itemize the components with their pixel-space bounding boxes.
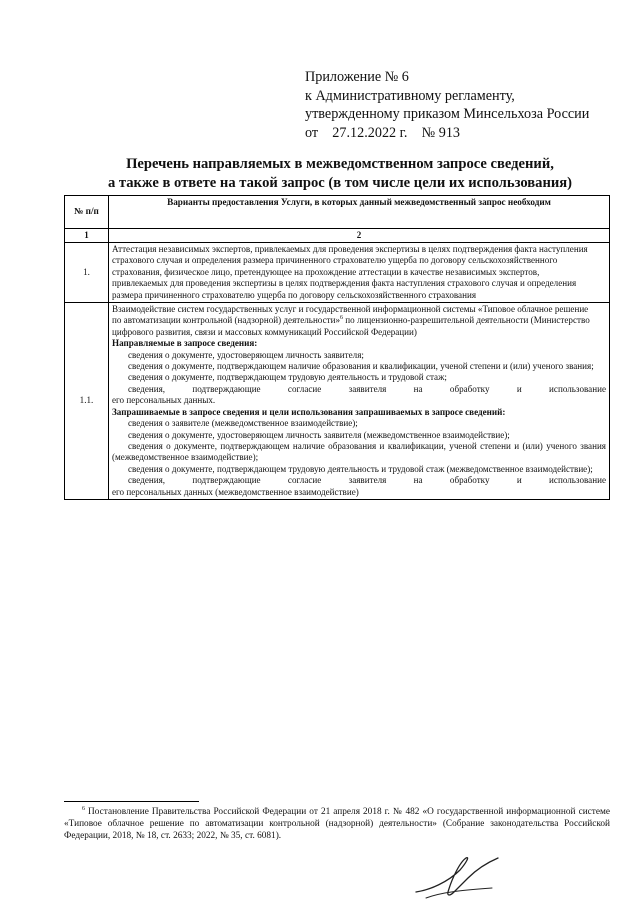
header-number: № п/п <box>65 196 109 229</box>
list-item: сведения о документе, удостоверяющем личность заявителя (межведомственное взаимодействие); <box>128 429 510 440</box>
footnote-mark: 6 <box>82 805 85 812</box>
list-item: сведения о документе, подтверждающем наличие образования и квалификации, ученой степени и (или) ученого звания (межведомственное взаимодействие); <box>112 440 606 463</box>
requests-table <box>64 195 610 500</box>
list-item: сведения о документе, подтверждающем трудовую деятельность и трудовой стаж (межведомственное взаимодействие); <box>128 463 593 474</box>
table-header-row <box>65 196 610 229</box>
signature-mark <box>408 852 504 902</box>
appendix-line-4: от 27.12.2022 г. № 913 <box>305 124 461 141</box>
document-title <box>60 155 620 192</box>
list-item: сведения, подтверждающие согласие заявителя на обработку и использование <box>128 383 606 394</box>
row-text <box>109 243 610 303</box>
table-row <box>65 243 610 303</box>
header-variants: Варианты предоставления Услуги, в которых данный межведомственный запрос необходим <box>109 196 610 229</box>
list-item: сведения о документе, подтверждающем трудовую деятельность и трудовой стаж; <box>128 372 447 383</box>
column-number-row <box>65 229 610 243</box>
appendix-block <box>305 68 589 142</box>
appendix-line-2: к Административному регламенту, <box>305 87 515 104</box>
table-row <box>65 303 610 500</box>
title-line-2: а также в ответе на такой запрос (в том числе цели их использования) <box>107 174 573 191</box>
column-number-1: 1 <box>65 229 109 243</box>
appendix-line-3: утвержденному приказом Минсельхоза России <box>305 106 590 123</box>
list-item: сведения о документе, подтверждающем наличие образования и квалификации, ученой степени и (или) ученого звания; <box>128 361 594 372</box>
row-1-text: Аттестация независимых экспертов, привлекаемых для проведения экспертизы в целях подтверждения факта наступления страхового случая и определения размера причиненного страхователю ущерба по договору сельскохозяйственного страхования, физическое лицо, претендующее на прохождение аттестации в качестве независимых экспертов, привлекаемых для проведения экспертизы в целях подтверждения факта наступления страхового случая и определения размера причиненного страхователю ущерба по договору сельскохозяйственного страхования <box>112 244 588 300</box>
list-item-cont: его персональных данных. <box>112 395 216 406</box>
intro-text-cont: по лицензионно-разрешительной деятельности (Министерство цифрового развития, связи и массовых коммуникаций Российской Федерации) <box>112 315 590 337</box>
row-number: 1.1. <box>65 303 109 500</box>
requested-heading: Запрашиваемые в запросе сведения и цели использования запрашиваемых в запросе сведений: <box>112 406 506 417</box>
intro-text: Взаимодействие систем государственных услуг и государственной информационной системы «Типовое облачное решение по автоматизации контрольной (надзорной) деятельности» <box>112 304 589 326</box>
row-content <box>109 303 610 500</box>
list-item: сведения, подтверждающие согласие заявителя на обработку и использование <box>128 475 606 486</box>
footnote <box>64 806 610 842</box>
footnote-ref: 6 <box>340 315 344 322</box>
list-item-cont: его персональных данных (межведомственное взаимодействие) <box>112 486 359 497</box>
row-2-intro <box>112 304 606 338</box>
list-item: сведения о документе, удостоверяющем личность заявителя; <box>128 349 364 360</box>
footnote-separator <box>64 801 199 802</box>
row-number: 1. <box>65 243 109 303</box>
appendix-line-1: Приложение № 6 <box>305 69 409 85</box>
sent-heading: Направляемые в запросе сведения: <box>112 338 258 349</box>
column-number-2: 2 <box>109 229 610 243</box>
footnote-text: Постановление Правительства Российской Федерации от 21 апреля 2018 г. № 482 «О государственной информационной системе «Типовое облачное решение по автоматизации контрольной (надзорной) деятельности» (Собрание законодательства Российской Федерации, 2018, № 18, ст. 2633; 2022, № 35, ст. 6081). <box>64 807 610 841</box>
title-line-1: Перечень направляемых в межведомственном запросе сведений, <box>126 156 554 172</box>
list-item: сведения о заявителе (межведомственное взаимодействие); <box>128 418 358 429</box>
